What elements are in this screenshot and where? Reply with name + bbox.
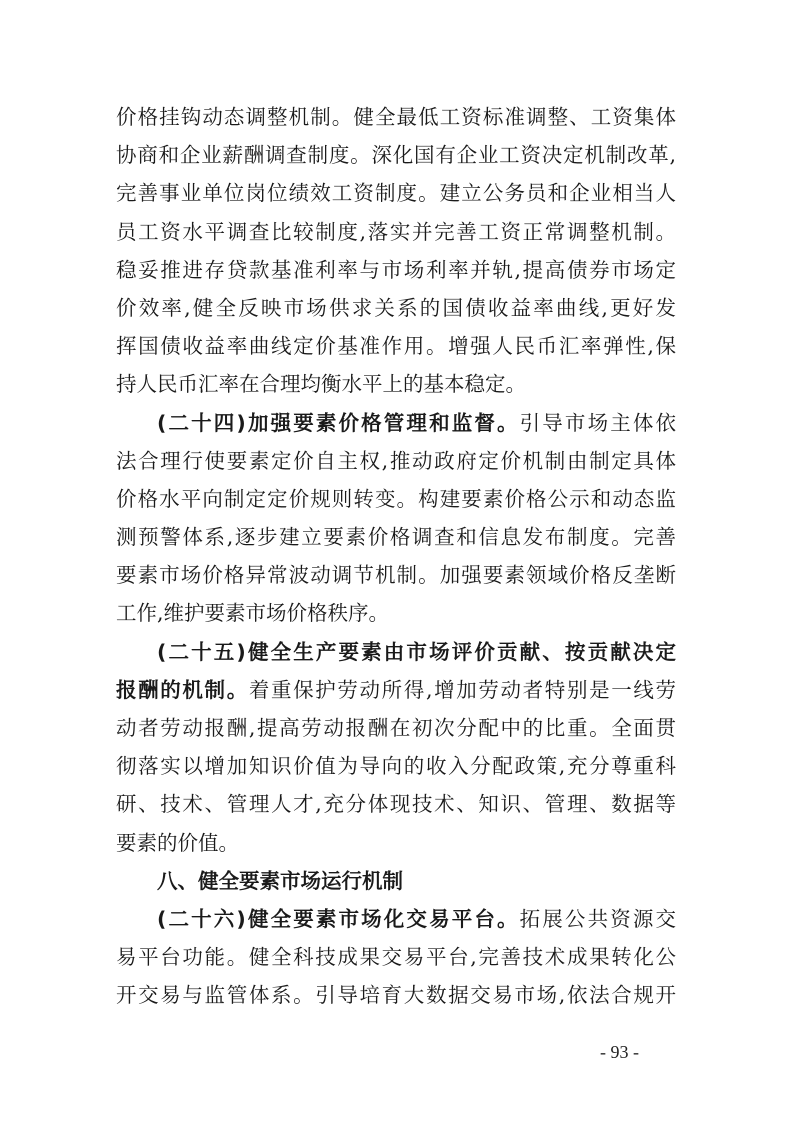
page-number: - 93 - xyxy=(600,1042,639,1062)
paragraph-first-line xyxy=(116,404,676,442)
paragraph-lead: (二十五)健全生产要素由市场评价贡献、按贡献决定 xyxy=(157,639,676,664)
text-line: 协商和企业薪酬调查制度。深化国有企业工资决定机制改革, xyxy=(116,143,676,168)
text-line: 持人民币汇率在合理均衡水平上的基本稳定。 xyxy=(116,372,526,397)
paragraph-lead: (二十四)加强要素价格管理和监督。 xyxy=(157,410,520,435)
text-span: 引导市场主体依 xyxy=(519,410,676,435)
text-line: 法合理行使要素定价自主权,推动政府定价机制由制定具体 xyxy=(116,448,676,473)
section-heading: 八、健全要素市场运行机制 xyxy=(157,868,403,893)
text-span: 着重保护劳动所得,增加劳动者特别是一线劳 xyxy=(248,677,677,702)
paragraph-lead: (二十六)健全要素市场化交易平台。 xyxy=(157,906,520,931)
text-line: 易平台功能。健全科技成果交易平台,完善技术成果转化公 xyxy=(116,945,676,970)
document-body xyxy=(116,98,676,1015)
paragraph-lead-continued: 报酬的机制。 xyxy=(116,677,249,702)
text-line: 价格挂钩动态调整机制。健全最低工资标准调整、工资集体 xyxy=(116,105,676,129)
text-line: 开交易与监管体系。引导培育大数据交易市场,依法合规开 xyxy=(116,983,676,1008)
text-line: 要素市场价格异常波动调节机制。加强要素领域价格反垄断 xyxy=(116,563,676,588)
text-line: 研、技术、管理人才,充分体现技术、知识、管理、数据等 xyxy=(116,792,676,817)
text-line: 完善事业单位岗位绩效工资制度。建立公务员和企业相当人 xyxy=(116,181,676,206)
text-line: 价格水平向制定定价规则转变。构建要素价格公示和动态监 xyxy=(116,486,676,511)
text-line: 稳妥推进存贷款基准利率与市场利率并轨,提高债券市场定 xyxy=(116,257,676,282)
paragraph-first-line xyxy=(116,900,676,938)
text-line: 价效率,健全反映市场供求关系的国债收益率曲线,更好发 xyxy=(116,295,676,320)
text-line: 彻落实以增加知识价值为导向的收入分配政策,充分尊重科 xyxy=(116,754,676,779)
text-span: 拓展公共资源交 xyxy=(519,906,676,931)
text-line: 要素的价值。 xyxy=(116,830,239,855)
text-line: 工作,维护要素市场价格秩序。 xyxy=(116,601,390,626)
text-line: 动者劳动报酬,提高劳动报酬在初次分配中的比重。全面贯 xyxy=(116,716,676,740)
text-line: 测预警体系,逐步建立要素价格调查和信息发布制度。完善 xyxy=(116,525,676,550)
paragraph-first-line xyxy=(116,633,676,671)
text-line: 挥国债收益率曲线定价基准作用。增强人民币汇率弹性,保 xyxy=(116,334,676,359)
text-line: 员工资水平调查比较制度,落实并完善工资正常调整机制。 xyxy=(116,219,676,244)
text-line xyxy=(116,671,676,709)
